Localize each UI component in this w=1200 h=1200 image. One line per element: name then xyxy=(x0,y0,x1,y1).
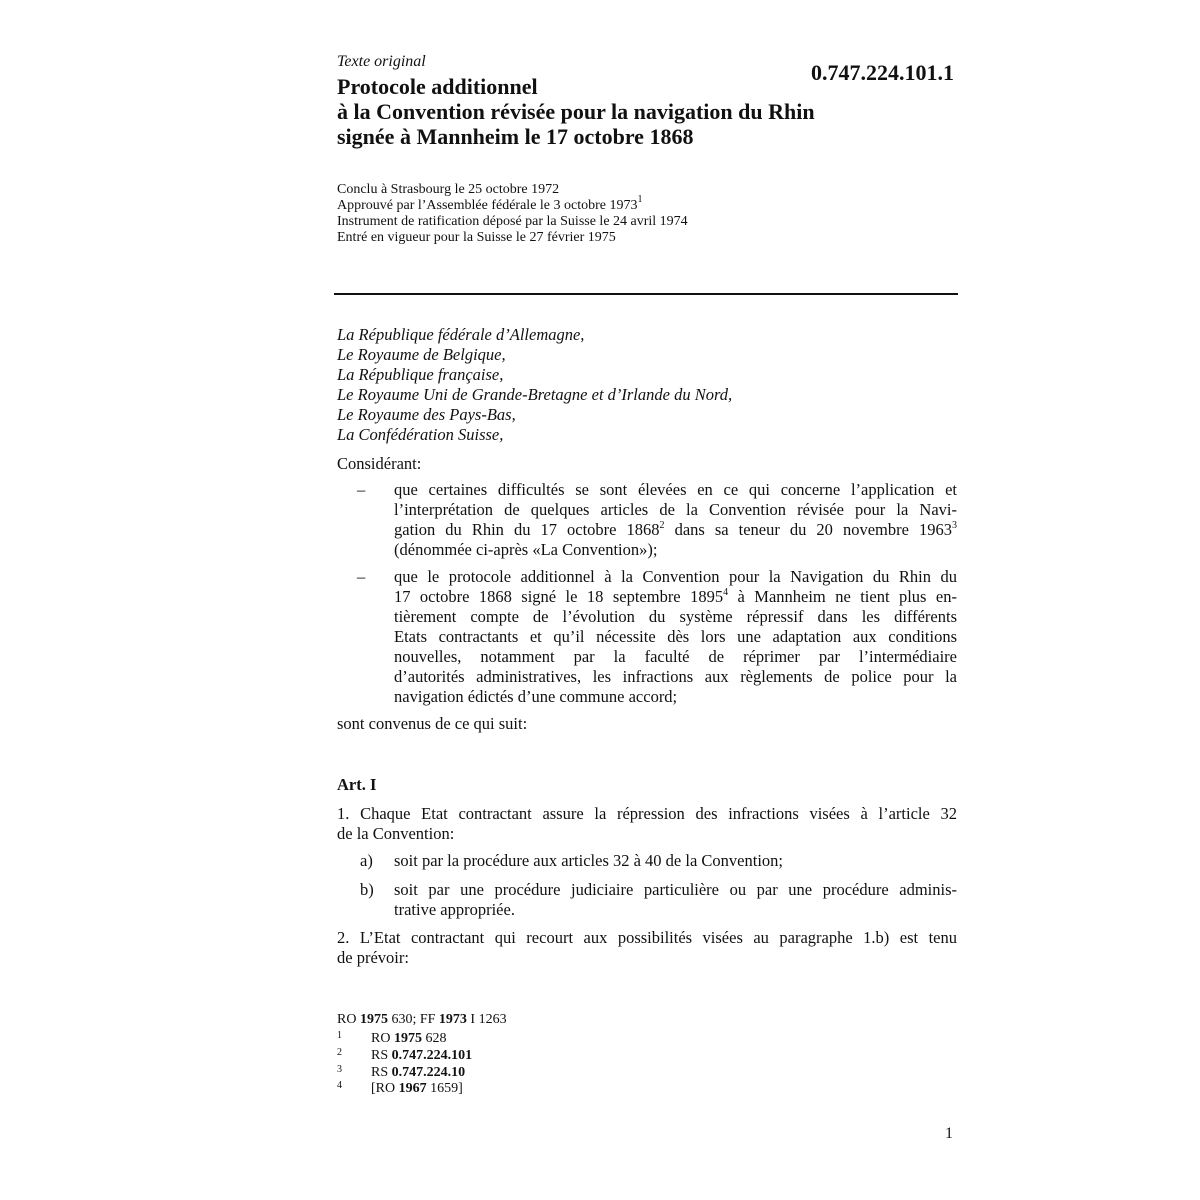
contracting-parties xyxy=(337,325,957,445)
approved-line: Approuvé par l’Assemblée fédérale le 3 octobre 1973$^1$ xyxy=(337,194,643,213)
article-paragraph-1: 1. Chaque Etat contractant assure la répression des infractions visées à l’article 32 de la Convention: xyxy=(337,804,957,843)
article-paragraph-2: 2. L’Etat contractant qui recourt aux possibilités visées au paragraphe 1.b) est tenu de prévoir: xyxy=(337,928,957,967)
dash-bullet: – xyxy=(357,567,366,586)
article-heading: Art. I xyxy=(337,775,377,794)
title-line: signée à Mannheim le 17 octobre 1868 xyxy=(337,124,694,149)
footnote-number: 1 xyxy=(337,1030,342,1041)
party: Le Royaume des Pays-Bas, xyxy=(337,405,516,424)
title-line: Protocole additionnel xyxy=(337,74,538,99)
subitem-b: b) soit par une procédure judiciaire particulière ou par une procédure adminis- trative appropriée. xyxy=(360,880,957,919)
preamble-item: – que certaines difficultés se sont élevées en ce qui concerne l’application et l’interprétation de quelques articles de la Convention révisée pour la Navi- gation du Rhin du 17 octobre 1868$^2$ dans sa teneur du 20 novembre 1963$^3$ (dénommée ci-après «La Convention»); xyxy=(357,480,957,559)
page-number: 1 xyxy=(945,1125,953,1142)
footnote-number: 2 xyxy=(337,1047,342,1058)
publication-reference: RO 1975 630; FF 1973 I 1263 xyxy=(337,1012,507,1027)
considering-heading: Considérant: xyxy=(337,454,422,473)
footnote-number: 4 xyxy=(337,1080,342,1091)
document-page: Texte original 0.747.224.101.1 Protocole additionnel à la Convention révisée pour la navigation du Rhin signée à Mannheim le 17 octobre 1868 Conclu à Strasbourg le 25 octobre 1972 Approuvé par l’Assemblée fédérale le 3 octobre 1973$^1$ Instrument de ratification déposé par la Suisse le 24 avril 1974 Entré en vigueur pour la Suisse le 27 février 1975 La République fédérale d’Allemagne, Le Royaume de Belgique, La République française, Le Royaume Uni de Grande-Bretagne et d’Irlande du Nord, Le Royaume des Pays-Bas, La Confédération Suisse, Considérant: – que certaines difficultés se sont élevées en ce qui concerne l’application et l’interprétation de quelques articles de la Convention révisée pour la Navi- gation du Rhin du 17 octobre 1868$^2$ dans sa teneur du 20 novembre 1963$^3$ (dénommée ci-après «La Convention»); – que le protocole additionnel à la Convention pour la Navigation du Rhin du 17 octobre 1868 signé le 18 septembre 1895$^4$ à Mannheim ne tient plus en- tièrement compte de l’évolution du système répressif dans les différents Etats contractants et qu’il nécessite dès lors une adaptation aux conditions nouvelles, notamment par la faculté de réprimer par l’intermédiaire d’autorités administratives, les infractions aux règlements de police pour la navigation édictés d’une commune accord; sont convenus de ce qui suit: Art. I 1. Chaque Etat contractant assure la répression des infractions visées à l’article 32 de la Convention: a) soit par la procédure aux articles 32 à 40 de la Convention; b) soit par une procédure judiciaire particulière ou par une procédure adminis- trative appropriée. 2. L’Etat contractant qui recourt aux possibilités visées au paragraphe 1.b) est tenu de prévoir: RO 1975 630; FF 1973 I 1263 1 RO 1975 628 2 RS 0.747.224.101 3 RS 0.747.224.10 4 [RO 1967 1659] 1 xyxy=(0,0,1200,1200)
party: La République française, xyxy=(337,365,504,384)
footnote-ref[interactable]: 3 xyxy=(951,519,957,531)
party: La Confédération Suisse, xyxy=(337,425,504,444)
footnote-ref[interactable]: 4 xyxy=(723,586,729,598)
dash-bullet: – xyxy=(357,480,366,499)
subitem-label: a) xyxy=(360,851,373,870)
footnote-ref[interactable]: 1 xyxy=(637,194,643,206)
treaty-metadata xyxy=(337,182,957,246)
document-title xyxy=(337,74,897,149)
sr-number: 0.747.224.101.1 xyxy=(811,60,954,85)
original-text-label: Texte original xyxy=(337,53,426,70)
preamble-item: – que le protocole additionnel à la Convention pour la Navigation du Rhin du 17 octobre 1868 signé le 18 septembre 1895$^4$ à Mannheim ne tient plus en- tièrement compte de l’évolution du système répressif dans les différents Etats contractants et qu’il nécessite dès lors une adaptation aux conditions nouvelles, notamment par la faculté de réprimer par l’intermédiaire d’autorités administratives, les infractions aux règlements de police pour la navigation édictés d’une commune accord; xyxy=(357,567,957,706)
divider xyxy=(334,293,958,295)
subitem-label: b) xyxy=(360,880,374,899)
footnote-ref[interactable]: 2 xyxy=(659,519,665,531)
party: Le Royaume Uni de Grande-Bretagne et d’Irlande du Nord, xyxy=(337,385,733,404)
concluded-line: Conclu à Strasbourg le 25 octobre 1972 xyxy=(337,182,560,197)
party: Le Royaume de Belgique, xyxy=(337,345,506,364)
subitem-a: a) soit par la procédure aux articles 32 à 40 de la Convention; xyxy=(360,851,783,870)
party: La République fédérale d’Allemagne, xyxy=(337,325,585,344)
title-line: à la Convention révisée pour la navigation du Rhin xyxy=(337,99,815,124)
in-force-line: Entré en vigueur pour la Suisse le 27 février 1975 xyxy=(337,230,616,245)
footnote-number: 3 xyxy=(337,1064,342,1075)
agreed-text: sont convenus de ce qui suit: xyxy=(337,714,528,733)
ratification-line: Instrument de ratification déposé par la Suisse le 24 avril 1974 xyxy=(337,214,688,229)
